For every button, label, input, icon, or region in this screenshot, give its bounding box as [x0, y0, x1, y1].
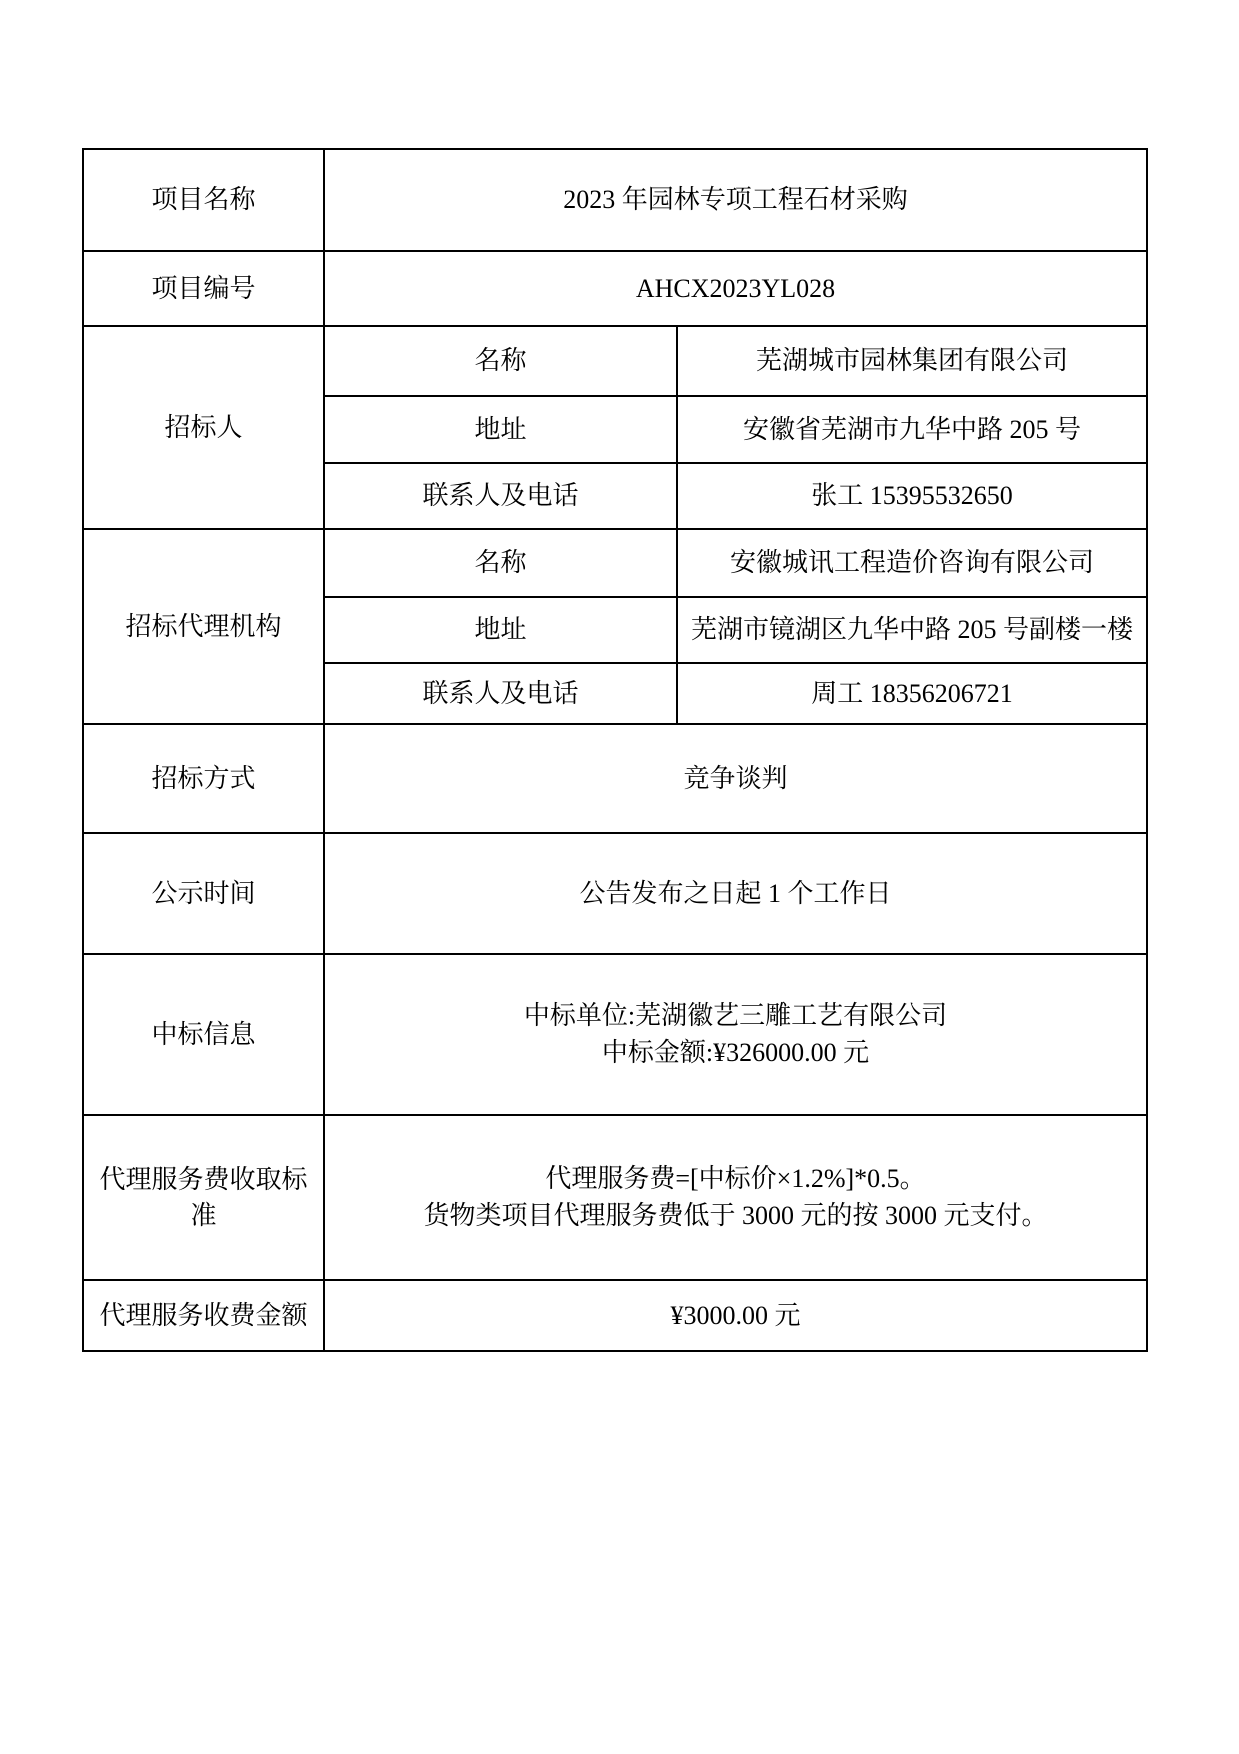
project-name-value: 2023 年园林专项工程石材采购 [324, 149, 1147, 251]
tenderer-contact-label: 联系人及电话 [324, 463, 677, 529]
award-value [324, 954, 1147, 1115]
fee-amount-label: 代理服务收费金额 [83, 1280, 324, 1351]
agency-addr-label: 地址 [324, 597, 677, 663]
agency-label: 招标代理机构 [83, 529, 324, 724]
publicity-label: 公示时间 [83, 833, 324, 954]
agency-addr-value: 芜湖市镜湖区九华中路 205 号副楼一楼 [677, 597, 1147, 663]
project-name-label: 项目名称 [83, 149, 324, 251]
agency-name-value: 安徽城讯工程造价咨询有限公司 [677, 529, 1147, 597]
tenderer-addr-value: 安徽省芜湖市九华中路 205 号 [677, 396, 1147, 463]
agency-contact-label: 联系人及电话 [324, 663, 677, 724]
tenderer-name-label: 名称 [324, 326, 677, 396]
table-row [83, 833, 1147, 954]
method-value: 竞争谈判 [324, 724, 1147, 833]
table-row [83, 251, 1147, 326]
fee-standard-label: 代理服务费收取标准 [83, 1115, 324, 1280]
tender-result-table [82, 148, 1148, 1352]
table-row [83, 529, 1147, 597]
publicity-value: 公告发布之日起 1 个工作日 [324, 833, 1147, 954]
tenderer-label: 招标人 [83, 326, 324, 529]
tenderer-name-value: 芜湖城市园林集团有限公司 [677, 326, 1147, 396]
award-label: 中标信息 [83, 954, 324, 1115]
agency-name-label: 名称 [324, 529, 677, 597]
table-row [83, 954, 1147, 1115]
table-row [83, 149, 1147, 251]
tenderer-contact-value: 张工 15395532650 [677, 463, 1147, 529]
table-row [83, 1280, 1147, 1351]
award-amount-line: 中标金额:¥326000.00 元 [601, 1037, 870, 1067]
fee-standard-value [324, 1115, 1147, 1280]
method-label: 招标方式 [83, 724, 324, 833]
fee-amount-value: ¥3000.00 元 [324, 1280, 1147, 1351]
table-row [83, 326, 1147, 396]
agency-contact-value: 周工 18356206721 [677, 663, 1147, 724]
table-row [83, 724, 1147, 833]
project-no-value: AHCX2023YL028 [324, 251, 1147, 326]
tenderer-addr-label: 地址 [324, 396, 677, 463]
award-winner-line: 中标单位:芜湖徽艺三雕工艺有限公司 [523, 1001, 948, 1031]
table-row [83, 1115, 1147, 1280]
fee-minimum-line: 货物类项目代理服务费低于 3000 元的按 3000 元支付。 [423, 1200, 1048, 1230]
project-no-label: 项目编号 [83, 251, 324, 326]
fee-formula-line: 代理服务费=[中标价×1.2%]*0.5。 [545, 1164, 926, 1194]
